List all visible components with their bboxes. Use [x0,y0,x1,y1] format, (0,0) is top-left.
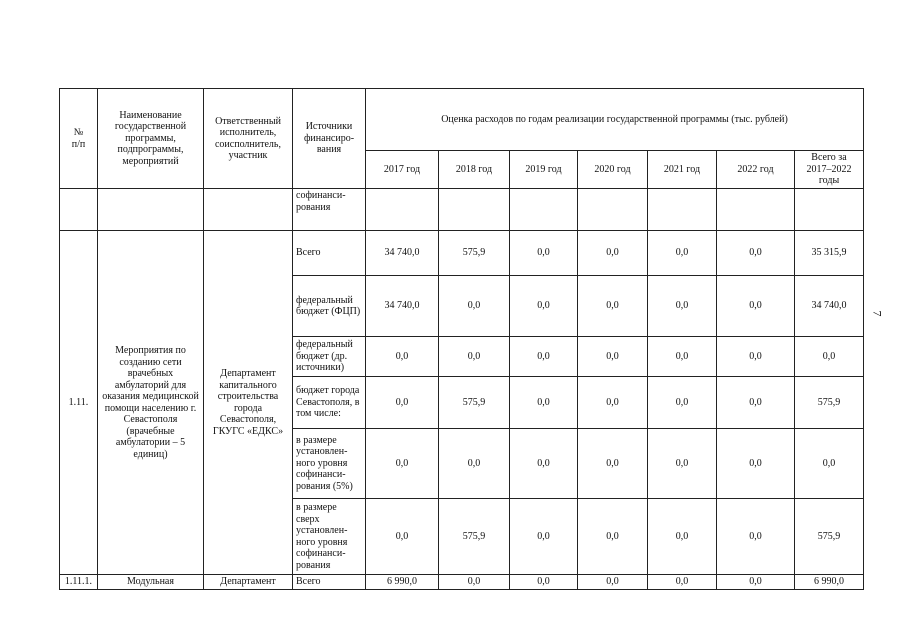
cell-row-name: Модульная [98,575,204,590]
cell-group-name: Мероприятия по созданию сети врачебных амбулаторий для оказания медицинской помощи населению г. Севастополя (врачебные амбулатории – 5 единиц) [98,231,204,575]
continuation-row [60,189,864,231]
cell-value: 0,0 [439,337,510,377]
header-name: Наименование государственной программы, подпрограммы, мероприятий [98,89,204,189]
cell-value: 0,0 [366,377,439,429]
cell-value: 0,0 [717,429,795,499]
cell-empty [795,189,864,231]
cell-source: федеральный бюджет (др. источники) [293,337,366,377]
cell-value: 0,0 [648,231,717,276]
cell-source: Всего [293,231,366,276]
cell-value-total: 6 990,0 [795,575,864,590]
cell-value: 0,0 [510,276,578,337]
cell-value: 0,0 [648,337,717,377]
cell-value: 0,0 [578,377,648,429]
cell-value: 0,0 [717,499,795,575]
cell-value: 0,0 [717,276,795,337]
cell-value: 6 990,0 [366,575,439,590]
cell-value: 0,0 [717,575,795,590]
cell-value: 0,0 [439,575,510,590]
cell-group-num: 1.11. [60,231,98,575]
cell-value: 0,0 [648,276,717,337]
cell-value-total: 0,0 [795,337,864,377]
budget-table [59,88,864,590]
cell-value: 0,0 [578,231,648,276]
cell-value: 0,0 [648,429,717,499]
cell-empty [98,189,204,231]
header-year-total: Всего за 2017–2022 годы [795,151,864,189]
cell-row-num: 1.11.1. [60,575,98,590]
cell-value: 0,0 [510,429,578,499]
cell-group-responsible: Департамент капитального строительства города Севастополя, ГКУГС «ЕДКС» [204,231,293,575]
header-year: 2019 год [510,151,578,189]
page-number: 7 [870,310,885,317]
cell-empty [717,189,795,231]
cell-empty [578,189,648,231]
cell-value: 0,0 [648,575,717,590]
cell-empty [60,189,98,231]
cell-value: 0,0 [366,429,439,499]
header-year: 2018 год [439,151,510,189]
cell-row-responsible: Департамент [204,575,293,590]
cell-source: софинанси-рования [293,189,366,231]
cell-source: Всего [293,575,366,590]
cell-source: в размере установлен-ного уровня софинанси-рования (5%) [293,429,366,499]
header-estimate: Оценка расходов по годам реализации государственной программы (тыс. рублей) [366,89,864,151]
cell-value: 575,9 [439,377,510,429]
cell-value: 0,0 [366,337,439,377]
cell-empty [510,189,578,231]
header-year: 2017 год [366,151,439,189]
cell-value-total: 575,9 [795,377,864,429]
cell-source: в размере сверх установлен-ного уровня софинанси-рования [293,499,366,575]
cell-value: 0,0 [510,377,578,429]
cell-value: 575,9 [439,499,510,575]
cell-value-total: 0,0 [795,429,864,499]
header-year: 2020 год [578,151,648,189]
cell-value: 0,0 [510,499,578,575]
cell-value: 0,0 [578,337,648,377]
header-sources: Источники финансиро-вания [293,89,366,189]
cell-empty [439,189,510,231]
cell-empty [204,189,293,231]
cell-value: 0,0 [510,231,578,276]
cell-value-total: 575,9 [795,499,864,575]
cell-value: 0,0 [648,499,717,575]
cell-value: 0,0 [717,377,795,429]
cell-value-total: 34 740,0 [795,276,864,337]
cell-value: 34 740,0 [366,231,439,276]
cell-value: 0,0 [578,499,648,575]
header-row-1 [60,89,864,151]
cell-value: 575,9 [439,231,510,276]
cell-source: бюджет города Севастополя, в том числе: [293,377,366,429]
cell-empty [366,189,439,231]
cell-value: 34 740,0 [366,276,439,337]
cell-value: 0,0 [510,337,578,377]
table-row [60,575,864,590]
header-year: 2022 год [717,151,795,189]
cell-source: федеральный бюджет (ФЦП) [293,276,366,337]
cell-value: 0,0 [717,231,795,276]
cell-value: 0,0 [439,276,510,337]
cell-value: 0,0 [510,575,578,590]
cell-value: 0,0 [439,429,510,499]
header-year: 2021 год [648,151,717,189]
cell-value: 0,0 [578,575,648,590]
cell-value: 0,0 [578,429,648,499]
table-row [60,231,864,276]
cell-empty [648,189,717,231]
cell-value: 0,0 [717,337,795,377]
cell-value: 0,0 [366,499,439,575]
cell-value: 0,0 [648,377,717,429]
header-responsible: Ответственный исполнитель, соисполнитель, участник [204,89,293,189]
header-num: № п/п [60,89,98,189]
cell-value: 0,0 [578,276,648,337]
cell-value-total: 35 315,9 [795,231,864,276]
